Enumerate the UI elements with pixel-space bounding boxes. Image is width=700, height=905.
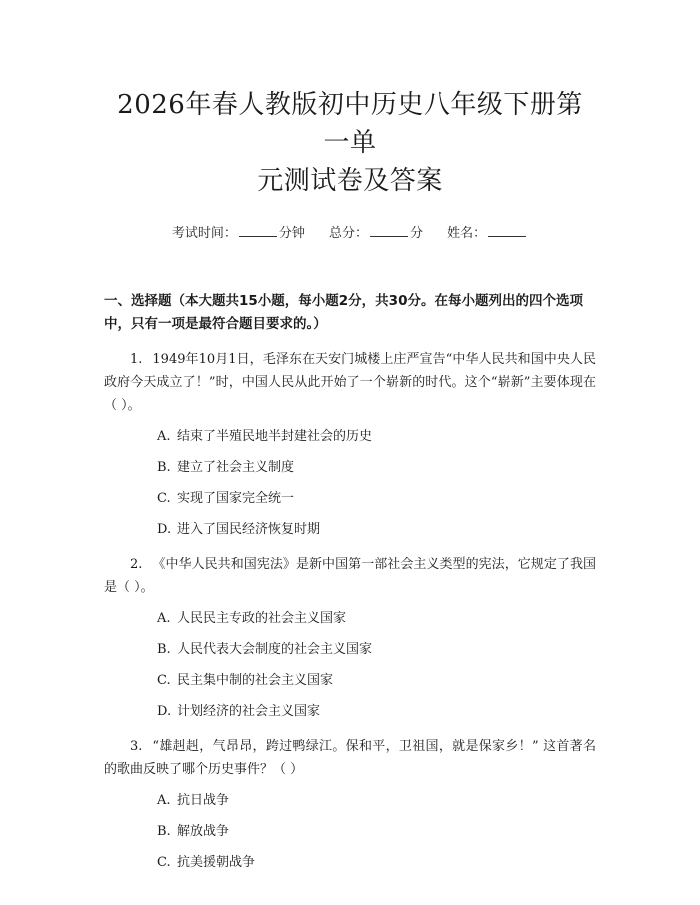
section-header: 一、选择题（本大题共15小题，每小题2分，共30分。在每小题列出的四个选项中，只有一项是最符合题目要求的。）	[104, 293, 583, 332]
question-number: 3.	[130, 739, 143, 754]
student-name-blank	[488, 224, 526, 237]
option-letter: D.	[157, 704, 172, 719]
option-letter: A.	[157, 793, 171, 808]
option-text: 抗日战争	[177, 793, 230, 808]
option-b	[157, 820, 596, 843]
option-a	[157, 789, 596, 812]
total-score-unit: 分	[410, 226, 424, 241]
student-name-label: 姓名：	[447, 226, 487, 241]
option-letter: D.	[157, 522, 172, 537]
option-list	[104, 607, 596, 723]
option-letter: B.	[157, 642, 171, 657]
total-score-blank	[370, 224, 408, 237]
question-body: 1949年10月1日，毛泽东在天安门城楼上庄严宣告“中华人民共和国中央人民政府今天成立了！”时，中国人民从此开始了一个崭新的时代。这个“崭新”主要体现在（ ）。	[104, 352, 596, 413]
exam-time-label: 考试时间：	[171, 226, 237, 241]
question-text	[104, 553, 596, 599]
option-letter: A.	[157, 611, 171, 626]
title-line-2: 元测试卷及答案	[257, 166, 443, 196]
total-score-label: 总分：	[328, 226, 368, 241]
option-c	[157, 487, 596, 510]
option-d	[157, 518, 596, 541]
option-letter: C.	[157, 491, 171, 506]
option-letter: B.	[157, 460, 171, 475]
question-number: 2.	[130, 557, 143, 572]
question-1	[104, 348, 596, 541]
question-body: 《中华人民共和国宪法》是新中国第一部社会主义类型的宪法，它规定了我国是（ ）。	[104, 557, 596, 595]
question-body: “雄赳赳，气昂昂，跨过鸭绿江。保和平，卫祖国，就是保家乡！” 这首著名的歌曲反映了哪个历史事件？（ ）	[104, 739, 596, 777]
option-text: 人民代表大会制度的社会主义国家	[177, 642, 373, 657]
total-score-info	[329, 224, 423, 243]
option-c	[157, 669, 596, 692]
option-a	[157, 425, 596, 448]
option-letter: A.	[157, 429, 171, 444]
question-text	[104, 735, 596, 781]
option-list	[104, 425, 596, 541]
question-number: 1.	[130, 352, 143, 367]
option-text: 计划经济的社会主义国家	[177, 704, 321, 719]
document-title	[104, 0, 596, 200]
option-text: 建立了社会主义制度	[177, 460, 295, 475]
option-text: 解放战争	[177, 824, 230, 839]
option-text: 人民民主专政的社会主义国家	[177, 611, 347, 626]
option-text: 民主集中制的社会主义国家	[177, 673, 334, 688]
question-2	[104, 553, 596, 723]
exam-time-unit: 分钟	[278, 226, 305, 241]
option-letter: B.	[157, 824, 171, 839]
exam-time-blank	[239, 224, 277, 237]
option-text: 实现了国家完全统一	[177, 491, 295, 506]
option-list	[104, 789, 596, 874]
option-c	[157, 851, 596, 874]
option-a	[157, 607, 596, 630]
title-line-1: 2026年春人教版初中历史八年级下册第一单	[117, 90, 583, 158]
exam-time-info	[172, 224, 305, 243]
option-letter: C.	[157, 673, 171, 688]
question-3	[104, 735, 596, 874]
exam-info-line	[104, 224, 596, 243]
option-b	[157, 456, 596, 479]
option-d	[157, 700, 596, 723]
option-letter: C.	[157, 855, 171, 870]
question-text	[104, 348, 596, 417]
option-text: 结束了半殖民地半封建社会的历史	[177, 429, 373, 444]
student-name-info	[447, 224, 528, 243]
option-text: 进入了国民经济恢复时期	[177, 522, 321, 537]
option-text: 抗美援朝战争	[177, 855, 256, 870]
option-b	[157, 638, 596, 661]
